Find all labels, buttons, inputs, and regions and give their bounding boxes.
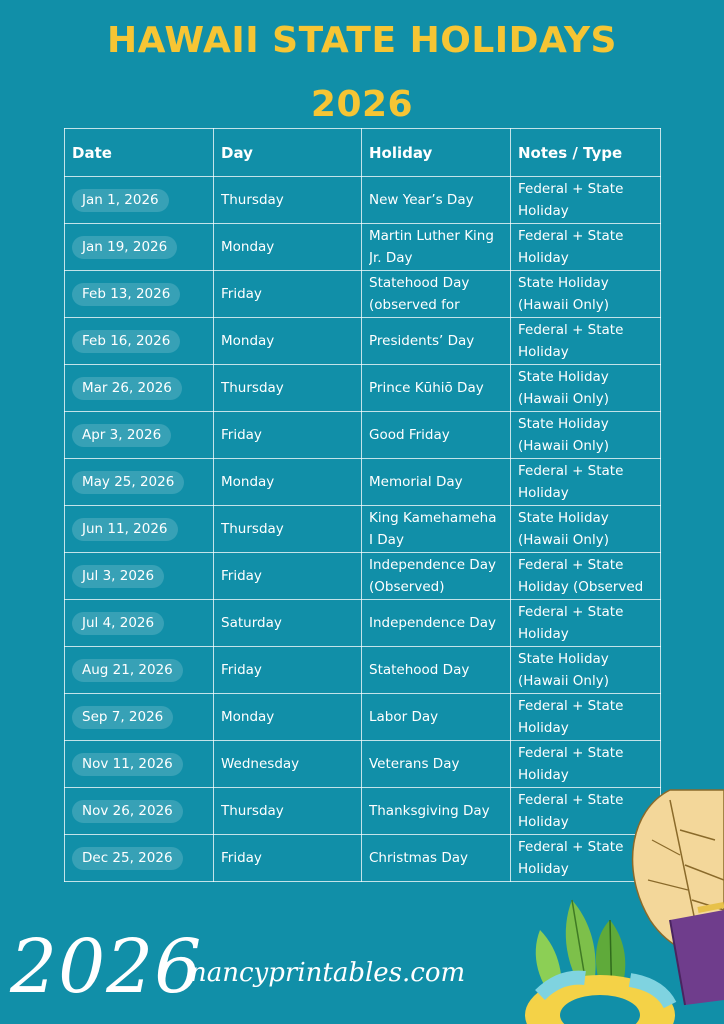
notes-cell-text: Federal + State Holiday bbox=[518, 322, 624, 360]
holidays-table bbox=[64, 128, 661, 882]
date-cell bbox=[65, 835, 214, 882]
holiday-cell bbox=[362, 741, 511, 788]
notes-cell bbox=[511, 459, 661, 506]
holiday-cell bbox=[362, 365, 511, 412]
date-pill: Apr 3, 2026 bbox=[72, 424, 171, 447]
table-row bbox=[65, 506, 661, 553]
day-cell bbox=[214, 741, 362, 788]
date-cell bbox=[65, 741, 214, 788]
holiday-cell-text: Independence Day bbox=[369, 615, 496, 631]
day-cell-text: Friday bbox=[221, 850, 262, 866]
notes-cell bbox=[511, 177, 661, 224]
day-cell bbox=[214, 788, 362, 835]
table-row bbox=[65, 694, 661, 741]
notes-cell bbox=[511, 224, 661, 271]
notes-cell bbox=[511, 553, 661, 600]
date-pill: Dec 25, 2026 bbox=[72, 847, 183, 870]
date-cell bbox=[65, 224, 214, 271]
footer-site-name: nancyprintables.com bbox=[190, 958, 466, 988]
day-cell-text: Wednesday bbox=[221, 756, 300, 772]
column-header-notes: Notes / Type bbox=[511, 129, 661, 177]
day-cell-text: Friday bbox=[221, 568, 262, 584]
date-pill: May 25, 2026 bbox=[72, 471, 184, 494]
table-row bbox=[65, 459, 661, 506]
notes-cell-text: Federal + State Holiday bbox=[518, 604, 624, 642]
table-row bbox=[65, 600, 661, 647]
holiday-cell-text: Veterans Day bbox=[369, 756, 460, 772]
holiday-cell-text: Statehood Day bbox=[369, 662, 470, 678]
day-cell-text: Monday bbox=[221, 474, 275, 490]
notes-cell bbox=[511, 647, 661, 694]
day-cell-text: Thursday bbox=[221, 192, 284, 208]
day-cell bbox=[214, 365, 362, 412]
holiday-cell-text: Prince Kūhiō Day bbox=[369, 380, 484, 396]
date-cell bbox=[65, 647, 214, 694]
holiday-cell bbox=[362, 318, 511, 365]
date-cell bbox=[65, 459, 214, 506]
notes-cell-text: Federal + State Holiday bbox=[518, 745, 624, 783]
notes-cell bbox=[511, 412, 661, 459]
table-row bbox=[65, 177, 661, 224]
day-cell bbox=[214, 318, 362, 365]
date-pill: Feb 16, 2026 bbox=[72, 330, 180, 353]
holiday-cell bbox=[362, 647, 511, 694]
notes-cell bbox=[511, 506, 661, 553]
day-cell-text: Friday bbox=[221, 662, 262, 678]
day-cell-text: Saturday bbox=[221, 615, 282, 631]
holiday-cell-text: Martin Luther King Jr. Day bbox=[369, 228, 494, 266]
holiday-cell bbox=[362, 835, 511, 882]
notes-cell-text: State Holiday (Hawaii Only) bbox=[518, 416, 609, 454]
date-pill: Mar 26, 2026 bbox=[72, 377, 182, 400]
holiday-cell bbox=[362, 788, 511, 835]
notes-cell-text: State Holiday (Hawaii Only) bbox=[518, 369, 609, 407]
notes-cell-text: Federal + State Holiday (Observed bbox=[518, 557, 644, 595]
notes-cell-text: Federal + State Holiday bbox=[518, 839, 624, 877]
date-pill: Feb 13, 2026 bbox=[72, 283, 180, 306]
day-cell-text: Thursday bbox=[221, 380, 284, 396]
day-cell-text: Monday bbox=[221, 709, 275, 725]
date-pill: Aug 21, 2026 bbox=[72, 659, 183, 682]
date-pill: Jul 4, 2026 bbox=[72, 612, 164, 635]
holiday-cell bbox=[362, 224, 511, 271]
day-cell bbox=[214, 647, 362, 694]
table-row bbox=[65, 647, 661, 694]
holiday-cell bbox=[362, 553, 511, 600]
holiday-cell bbox=[362, 506, 511, 553]
table-row bbox=[65, 271, 661, 318]
table-row bbox=[65, 412, 661, 459]
column-header-holiday: Holiday bbox=[362, 129, 511, 177]
day-cell bbox=[214, 412, 362, 459]
date-cell bbox=[65, 694, 214, 741]
page-title-year: 2026 bbox=[310, 84, 414, 125]
holiday-cell bbox=[362, 271, 511, 318]
day-cell-text: Thursday bbox=[221, 521, 284, 537]
holiday-cell bbox=[362, 459, 511, 506]
holiday-cell-text: Labor Day bbox=[369, 709, 439, 725]
holiday-cell-text: Christmas Day bbox=[369, 850, 469, 866]
date-pill: Nov 26, 2026 bbox=[72, 800, 183, 823]
holiday-cell-text: Thanksgiving Day bbox=[369, 803, 490, 819]
column-header-day: Day bbox=[214, 129, 362, 177]
notes-cell bbox=[511, 318, 661, 365]
date-cell bbox=[65, 412, 214, 459]
table-header-row bbox=[65, 129, 661, 177]
day-cell-text: Monday bbox=[221, 333, 275, 349]
day-cell bbox=[214, 553, 362, 600]
notes-cell-text: State Holiday (Hawaii Only) bbox=[518, 275, 609, 313]
date-pill: Jan 19, 2026 bbox=[72, 236, 177, 259]
date-cell bbox=[65, 506, 214, 553]
table-row bbox=[65, 365, 661, 412]
holiday-cell-text: Good Friday bbox=[369, 427, 450, 443]
day-cell-text: Friday bbox=[221, 286, 262, 302]
date-pill: Nov 11, 2026 bbox=[72, 753, 183, 776]
date-pill: Jan 1, 2026 bbox=[72, 189, 169, 212]
day-cell bbox=[214, 459, 362, 506]
tropical-decoration bbox=[520, 770, 724, 1024]
date-cell bbox=[65, 600, 214, 647]
beach-bag-icon bbox=[670, 905, 724, 1005]
day-cell bbox=[214, 694, 362, 741]
table-row bbox=[65, 318, 661, 365]
holiday-cell bbox=[362, 694, 511, 741]
column-header-date: Date bbox=[65, 129, 214, 177]
holiday-cell-text: Memorial Day bbox=[369, 474, 463, 490]
day-cell-text: Monday bbox=[221, 239, 275, 255]
date-cell bbox=[65, 553, 214, 600]
notes-cell-text: Federal + State Holiday bbox=[518, 463, 624, 501]
holiday-cell bbox=[362, 412, 511, 459]
swim-ring-icon bbox=[525, 975, 675, 1024]
holiday-cell-text: New Year’s Day bbox=[369, 192, 474, 208]
table-row bbox=[65, 553, 661, 600]
date-cell bbox=[65, 177, 214, 224]
notes-cell bbox=[511, 365, 661, 412]
holiday-cell bbox=[362, 177, 511, 224]
date-cell bbox=[65, 318, 214, 365]
notes-cell bbox=[511, 600, 661, 647]
day-cell bbox=[214, 271, 362, 318]
holiday-cell-text: Presidents’ Day bbox=[369, 333, 475, 349]
date-cell bbox=[65, 365, 214, 412]
notes-cell-text: Federal + State Holiday bbox=[518, 228, 624, 266]
day-cell-text: Friday bbox=[221, 427, 262, 443]
day-cell bbox=[214, 835, 362, 882]
day-cell bbox=[214, 224, 362, 271]
holiday-cell-text: Independence Day (Observed) bbox=[369, 557, 496, 595]
date-pill: Jun 11, 2026 bbox=[72, 518, 178, 541]
notes-cell-text: State Holiday (Hawaii Only) bbox=[518, 651, 609, 689]
date-pill: Jul 3, 2026 bbox=[72, 565, 164, 588]
footer-year: 2026 bbox=[10, 924, 203, 1010]
day-cell bbox=[214, 506, 362, 553]
holiday-cell-text: King Kamehameha I Day bbox=[369, 510, 497, 548]
day-cell bbox=[214, 600, 362, 647]
day-cell bbox=[214, 177, 362, 224]
notes-cell-text: State Holiday (Hawaii Only) bbox=[518, 510, 609, 548]
notes-cell-text: Federal + State Holiday bbox=[518, 698, 624, 736]
notes-cell bbox=[511, 271, 661, 318]
page-title: HAWAII STATE HOLIDAYS bbox=[107, 20, 617, 61]
holiday-cell-text: Statehood Day (observed for bbox=[369, 275, 470, 313]
day-cell-text: Thursday bbox=[221, 803, 284, 819]
notes-cell bbox=[511, 694, 661, 741]
table-row bbox=[65, 224, 661, 271]
date-pill: Sep 7, 2026 bbox=[72, 706, 173, 729]
notes-cell-text: Federal + State Holiday bbox=[518, 792, 624, 830]
date-cell bbox=[65, 271, 214, 318]
holiday-cell bbox=[362, 600, 511, 647]
date-cell bbox=[65, 788, 214, 835]
notes-cell-text: Federal + State Holiday bbox=[518, 181, 624, 219]
